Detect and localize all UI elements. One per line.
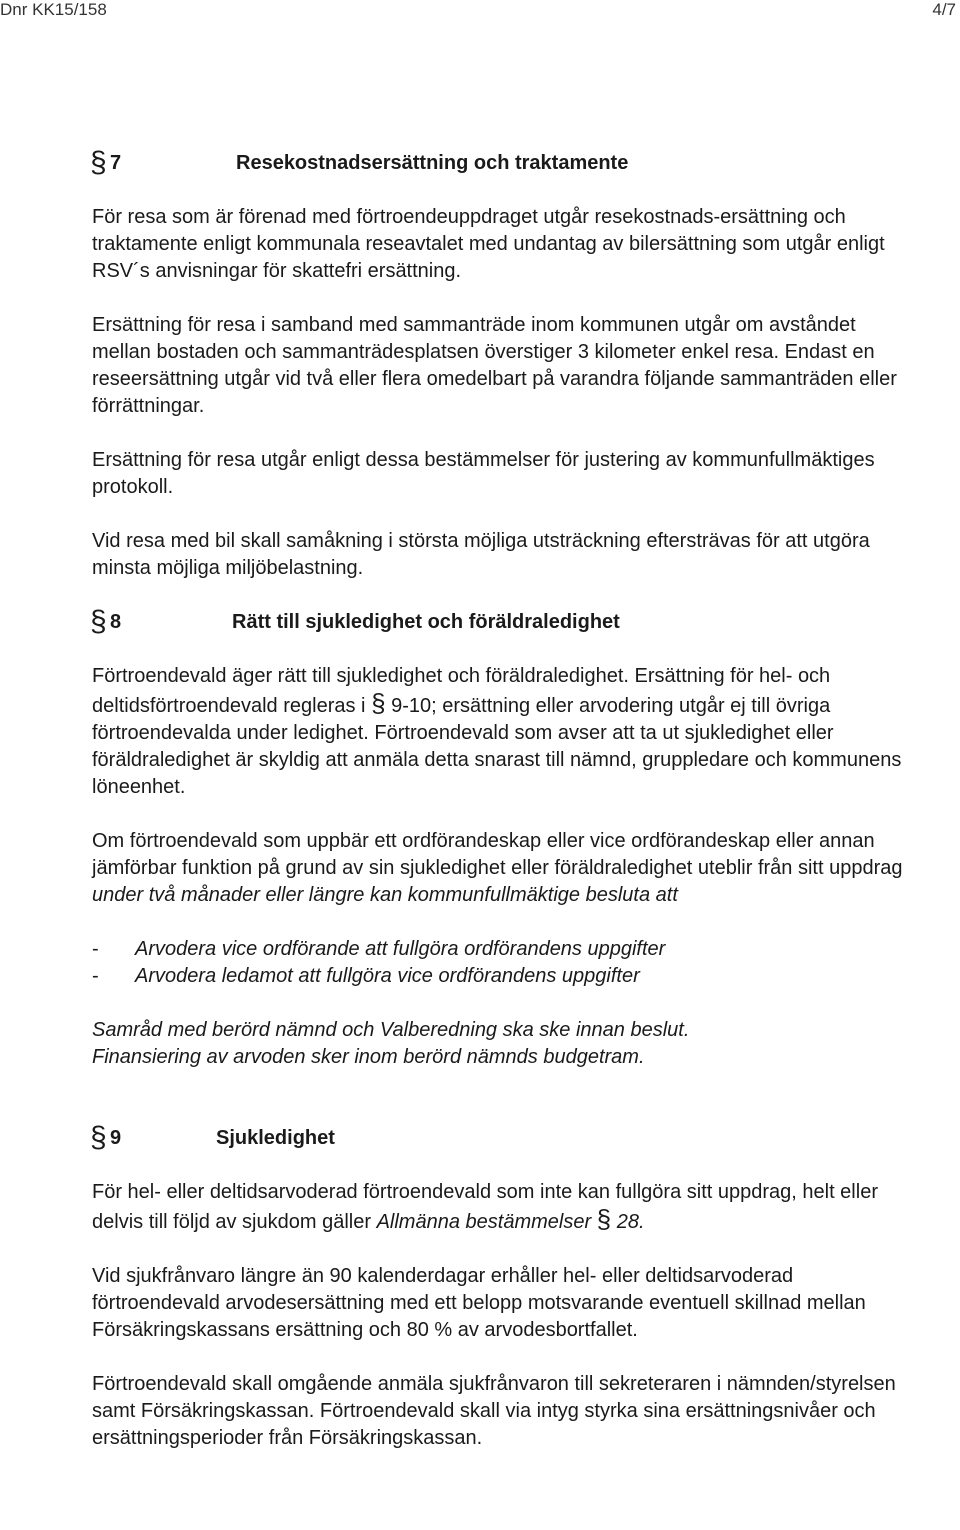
section-title: Sjukledighet [216,1127,335,1149]
paragraph-line: Finansiering av arvoden sker inom berörd nämnds budgetram. [92,1046,645,1068]
paragraph: Ersättning för resa utgår enligt dessa bestämmelser för justering av kommunfullmäktiges protokoll. [92,449,875,498]
list [92,936,912,990]
paragraph: Vid sjukfrånvaro längre än 90 kalenderdagar erhåller hel- eller deltidsarvoderad förtroendevald arvodesersättning med ett belopp motsvarande eventuell skillnad mellan Försäkringskassans ersättning och 80 % av arvodesbortfallet. [92,1265,866,1341]
paragraph-text: Om förtroendevald som uppbär ett ordförandeskap eller vice ordförandeskap eller annan jämförbar funktion på grund av sin sjukledighet eller föräldraledighet uteblir från sitt uppdrag [92,830,903,879]
paragraph-italic-text: Allmänna bestämmelser [376,1211,592,1233]
paragraph-italic-text: 28. [616,1211,645,1233]
list-item-text: Arvodera vice ordförande att fullgöra ordförandens uppgifter [135,938,666,960]
paragraph-line: Samråd med berörd nämnd och Valberedning ska ske innan beslut. [92,1019,690,1041]
list-item-text: Arvodera ledamot att fullgöra vice ordförandens uppgifter [135,965,640,987]
section-7-heading [90,146,912,179]
paragraph [92,1179,912,1236]
section-title: Resekostnadsersättning och traktamente [236,152,629,174]
section-symbol: § [90,1121,107,1154]
paragraph: Förtroendevald skall omgående anmäla sjukfrånvaron till sekreteraren i nämnden/styrelsen samt Försäkringskassan. Förtroendevald skall via intyg styrka sina ersättningsnivåer och ersättningsperioder från Försäkringskassan. [92,1373,896,1449]
list-item [92,936,912,963]
section-symbol: § [371,688,386,718]
section-number: 7 [110,152,122,174]
section-9-heading [90,1121,912,1154]
list-item [92,963,912,990]
paragraph-text: Förtroendevald äger rätt till sjukledighet och föräldraledighet. Ersättning för hel- och deltidsförtroendevald regleras i [92,665,831,717]
section-title: Rätt till sjukledighet och föräldraledighet [232,611,620,633]
list-dash: - [92,938,99,960]
paragraph [92,663,912,801]
paragraph: Vid resa med bil skall samåkning i största möjliga utsträckning eftersträvas för att utgöra minsta möjliga miljöbelastning. [92,530,870,579]
document-reference: Dnr KK15/158 [0,0,107,19]
paragraph: Ersättning för resa i samband med sammanträde inom kommunen utgår om avståndet mellan bostaden och sammanträdesplatsen överstiger 3 kilometer enkel resa. Endast en reseersättning utgår vid två eller flera omedelbart på varandra följande sammanträden eller förrättningar. [92,314,897,417]
paragraph-text: För hel- eller deltidsarvoderad förtroendevald som inte kan fullgöra sitt uppdrag, helt eller delvis till följd av sjukdom gäller [92,1181,878,1233]
section-number: 8 [110,611,122,633]
list-dash: - [92,965,99,987]
paragraph [92,828,912,909]
document-body [90,146,912,1452]
italic-paragraph [92,1017,912,1071]
section-number: 9 [110,1127,122,1149]
section-symbol: § [596,1204,612,1234]
paragraph-italic-text: under två månader eller längre kan kommunfullmäktige besluta att [92,884,678,906]
section-8-heading [90,605,912,638]
page-number: 4/7 [932,0,956,19]
section-symbol: § [90,146,107,179]
section-symbol: § [90,605,107,638]
paragraph: För resa som är förenad med förtroendeuppdraget utgår resekostnads-ersättning och traktamente enligt kommunala reseavtalet med undantag av bilersättning som utgår enligt RSV´s anvisningar för skattefri ersättning. [92,206,885,282]
paragraph-text: 9-10; ersättning eller arvodering utgår ej till övriga förtroendevalda under ledighet. Förtroendevald som avser att ta ut sjukledighet eller föräldraledighet är skyldig att anmäla detta snarast till nämnd, gruppledare och kommunens löneenhet. [92,695,902,798]
